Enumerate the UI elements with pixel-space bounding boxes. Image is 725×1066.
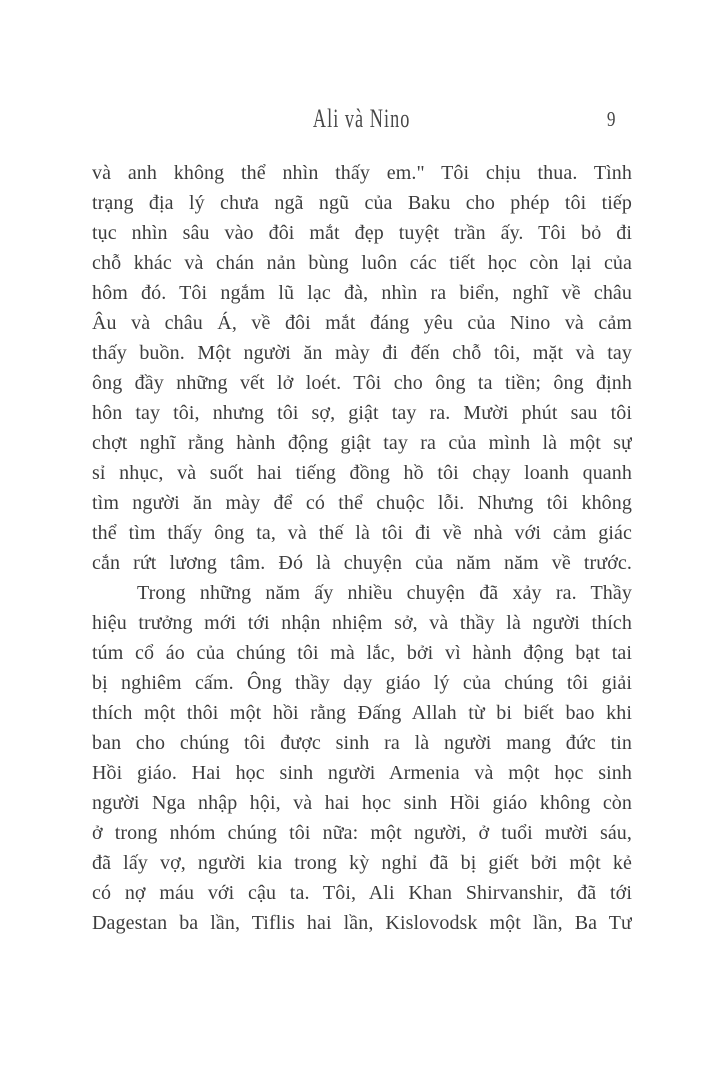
text-line: Trong những năm ấy nhiều chuyện đã xảy ra. Thầy <box>137 582 632 604</box>
text-line: người Nga nhập hội, và hai học sinh Hồi giáo không còn <box>92 792 632 814</box>
text-line: bị nghiêm cấm. Ông thầy dạy giáo lý của chúng tôi giải <box>92 672 632 694</box>
text-line: ở trong nhóm chúng tôi nữa: một người, ở tuổi mười sáu, <box>92 822 632 844</box>
text-line: trạng địa lý chưa ngã ngũ của Baku cho phép tôi tiếp <box>92 192 632 214</box>
page-body-text <box>92 158 632 938</box>
text-line: tục nhìn sâu vào đôi mắt đẹp tuyệt trần ấy. Tôi bỏ đi <box>92 222 632 244</box>
text-line: Dagestan ba lần, Tiflis hai lần, Kislovodsk một lần, Ba Tư <box>92 912 632 934</box>
text-line: chỗ khác và chán nản bùng luôn các tiết học còn lại của <box>92 252 632 274</box>
text-line: sỉ nhục, và suốt hai tiếng đồng hồ tôi chạy loanh quanh <box>92 462 632 484</box>
paragraph-1 <box>92 158 632 578</box>
page-number: 9 <box>606 107 615 131</box>
text-line: Hồi giáo. Hai học sinh người Armenia và một học sinh <box>92 762 632 784</box>
text-line: đã lấy vợ, người kia trong kỳ nghỉ đã bị giết bởi một kẻ <box>92 852 632 874</box>
text-line: hiệu trưởng mới tới nhận nhiệm sở, và thầy là người thích <box>92 612 632 634</box>
running-head-title: Ali và Nino <box>313 104 411 133</box>
page-header <box>92 103 632 135</box>
text-line: tìm người ăn mày để có thể chuộc lỗi. Nhưng tôi không <box>92 492 632 514</box>
header-title-wrap <box>92 103 632 135</box>
text-line: thể tìm thấy ông ta, và thế là tôi đi về nhà với cảm giác <box>92 522 632 544</box>
text-line: và anh không thể nhìn thấy em." Tôi chịu thua. Tình <box>92 162 632 184</box>
text-line: hôm đó. Tôi ngắm lũ lạc đà, nhìn ra biển, nghĩ về châu <box>92 282 632 304</box>
text-line: có nợ máu với cậu ta. Tôi, Ali Khan Shirvanshir, đã tới <box>92 882 632 904</box>
text-line: thấy buồn. Một người ăn mày đi đến chỗ tôi, mặt và tay <box>92 342 632 364</box>
text-line: ông đầy những vết lở loét. Tôi cho ông ta tiền; ông định <box>92 372 632 394</box>
text-line: chợt nghĩ rằng hành động giật tay ra của mình là một sự <box>92 432 632 454</box>
text-line: ban cho chúng tôi được sinh ra là người mang đức tin <box>92 732 632 754</box>
text-line: Âu và châu Á, về đôi mắt đáng yêu của Nino và cảm <box>92 312 632 334</box>
text-line: túm cổ áo của chúng tôi mà lắc, bởi vì hành động bạt tai <box>92 642 632 664</box>
text-line: hôn tay tôi, nhưng tôi sợ, giật tay ra. Mười phút sau tôi <box>92 402 632 424</box>
paragraph-2 <box>92 578 632 938</box>
text-line: thích một thôi một hồi rằng Đấng Allah từ bi biết bao khi <box>92 702 632 724</box>
text-line: cắn rứt lương tâm. Đó là chuyện của năm năm về trước. <box>92 552 632 574</box>
